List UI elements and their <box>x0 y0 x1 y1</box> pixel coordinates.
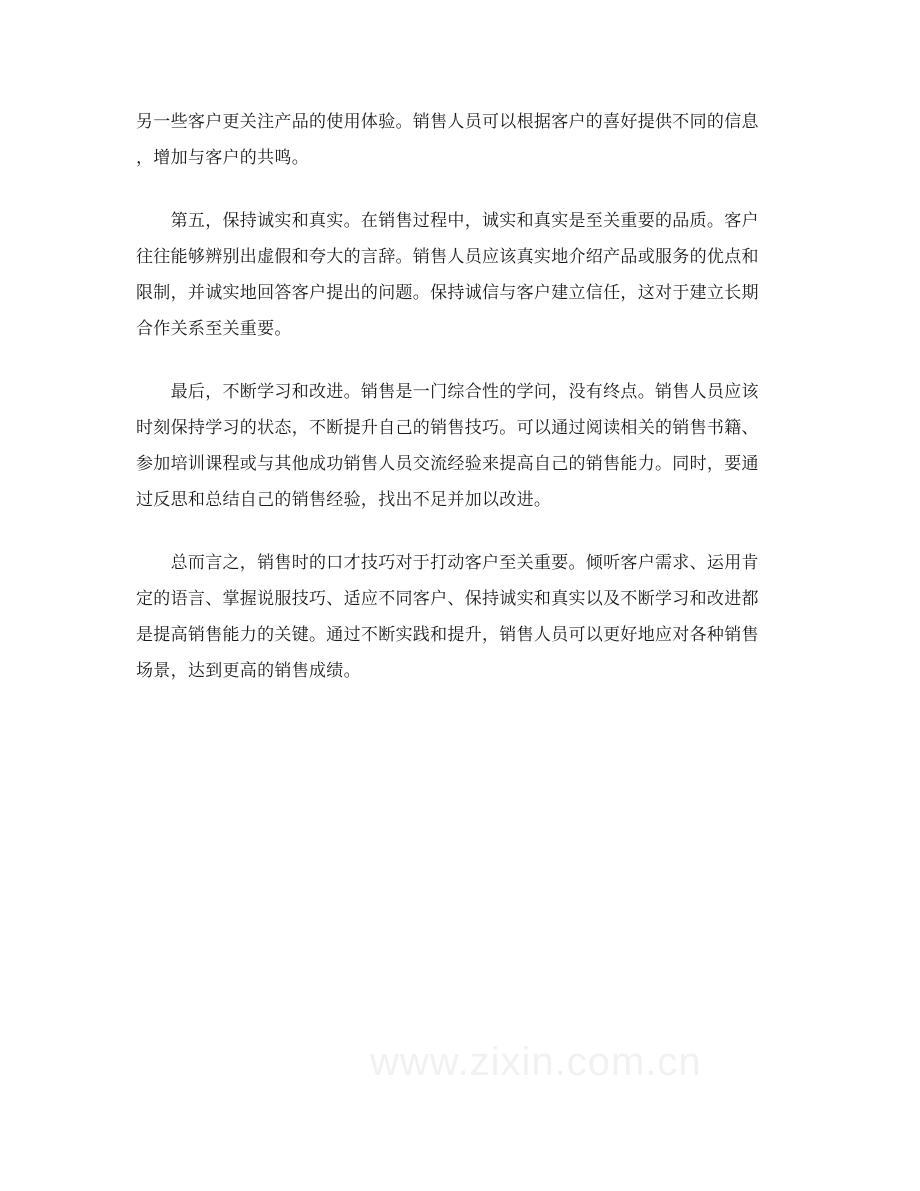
paragraph-2 <box>136 203 786 347</box>
text-line: 合作关系至关重要。 <box>136 319 292 339</box>
paragraph-4 <box>136 545 786 689</box>
text-line: 总而言之，销售时的口才技巧对于打动客户至关重要。倾听客户需求、运用肯 <box>136 553 759 573</box>
paragraph-3 <box>136 374 786 518</box>
text-line: 往往能够辨别出虚假和夸大的言辞。销售人员应该真实地介绍产品或服务的优点和 <box>136 247 759 267</box>
text-line: 是提高销售能力的关键。通过不断实践和提升，销售人员可以更好地应对各种销售 <box>136 625 759 645</box>
text-line: 另一些客户更关注产品的使用体验。销售人员可以根据客户的喜好提供不同的信息 <box>136 112 759 132</box>
text-line: 最后，不断学习和改进。销售是一门综合性的学问，没有终点。销售人员应该 <box>136 382 759 402</box>
text-line: 限制，并诚实地回答客户提出的问题。保持诚信与客户建立信任，这对于建立长期 <box>136 283 759 303</box>
text-line: ，增加与客户的共鸣。 <box>136 148 309 168</box>
watermark: www.zixin.com.cn <box>370 1040 702 1084</box>
text-line: 时刻保持学习的状态，不断提升自己的销售技巧。可以通过阅读相关的销售书籍、 <box>136 418 759 438</box>
text-line: 场景，达到更高的销售成绩。 <box>136 661 361 681</box>
text-line: 过反思和总结自己的销售经验，找出不足并加以改进。 <box>136 490 552 510</box>
text-line: 第五，保持诚实和真实。在销售过程中，诚实和真实是至关重要的品质。客户 <box>136 211 759 231</box>
text-line: 参加培训课程或与其他成功销售人员交流经验来提高自己的销售能力。同时，要通 <box>136 454 759 474</box>
document-body <box>136 104 786 716</box>
paragraph-1 <box>136 104 786 176</box>
text-line: 定的语言、掌握说服技巧、适应不同客户、保持诚实和真实以及不断学习和改进都 <box>136 589 759 609</box>
